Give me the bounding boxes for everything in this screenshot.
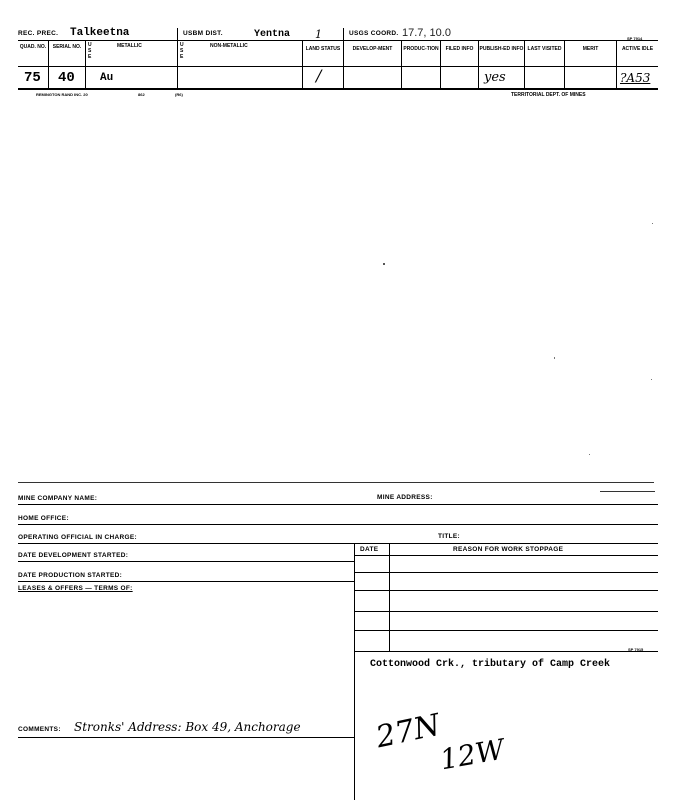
header-development: DEVELOP-MENT <box>352 46 393 52</box>
published-info-value: yes <box>484 70 506 85</box>
active-idle-value: ?A53 <box>620 71 651 85</box>
printer-footer: REMINGTON RAND INC. 20 <box>36 92 88 97</box>
title-label: TITLE: <box>438 533 461 540</box>
header-metallic-use: U S E <box>88 42 92 60</box>
speck <box>652 223 653 224</box>
header-last-visited: LAST VISITED <box>527 46 562 52</box>
usbm-dist-value: Yentna <box>254 29 291 40</box>
land-status-value: / <box>316 66 322 85</box>
stoppage-row <box>354 572 658 573</box>
reason-for-work-stoppage-label: REASON FOR WORK STOPPAGE <box>453 546 564 553</box>
rec-prec-label: REC. PREC. <box>18 30 59 37</box>
col-divider <box>177 28 178 88</box>
usgs-coord-value: 17.7, 10.0 <box>402 27 451 39</box>
comments-label: COMMENTS: <box>18 726 61 733</box>
row-line <box>18 561 354 562</box>
row-line <box>18 737 354 738</box>
township-handwritten: 27N <box>373 707 444 756</box>
header-production: PRODUC-TION <box>403 46 439 52</box>
operating-official-label: OPERATING OFFICIAL IN CHARGE: <box>18 534 137 541</box>
territorial-dept-footer: TERRITORIAL DEPT. OF MINES <box>511 92 586 98</box>
usgs-coord-label: USGS COORD. <box>349 30 399 37</box>
form-number-bottom: SP 7915 <box>628 647 644 652</box>
row-line <box>18 524 658 525</box>
home-office-label: HOME OFFICE: <box>18 515 69 522</box>
speck <box>554 357 555 359</box>
stoppage-date-divider <box>389 543 390 651</box>
form-number-top: SP 7914 <box>627 36 643 41</box>
date-production-started-label: DATE PRODUCTION STARTED: <box>18 572 123 579</box>
top-rule <box>18 482 654 483</box>
header-serial-no: SERIAL NO. <box>52 44 82 50</box>
stoppage-table-left <box>354 543 355 800</box>
footer-code: 862 <box>138 92 145 97</box>
header-merit: MERIT <box>582 46 599 52</box>
leases-offers-label: LEASES & OFFERS — TERMS OF: <box>18 585 133 592</box>
location-typed: Cottonwood Crk., tributary of Camp Creek <box>370 659 611 670</box>
row-line <box>18 543 658 544</box>
row-line <box>18 581 354 582</box>
date-column-label: DATE <box>360 546 379 553</box>
col-divider <box>48 40 49 88</box>
corner-mark <box>600 491 655 492</box>
metallic-value: Au <box>100 72 114 84</box>
rec-prec-value: Talkeetna <box>70 27 130 39</box>
header-land-status: LAND STATUS <box>305 46 341 52</box>
range-handwritten: 12W <box>437 732 507 777</box>
quad-no-value: 75 <box>24 70 41 86</box>
header-published-info: PUBLISH-ED INFO <box>479 46 524 52</box>
stoppage-row <box>354 630 658 631</box>
date-development-started-label: DATE DEVELOPMENT STARTED: <box>18 552 129 559</box>
header-quad-no: QUAD. NO. <box>19 44 47 50</box>
header-nonmetallic-use: U S E <box>180 42 184 60</box>
stoppage-row <box>354 590 658 591</box>
stoppage-row <box>354 611 658 612</box>
header-bottom-divider <box>18 66 658 67</box>
speck <box>383 263 385 265</box>
mine-company-name-label: MINE COMPANY NAME: <box>18 495 98 502</box>
footer-code-2: (R6) <box>175 92 183 97</box>
speck <box>651 379 652 380</box>
row-line <box>18 504 658 505</box>
col-divider <box>85 40 86 88</box>
row-line <box>354 555 658 556</box>
header-active-idle: ACTIVE IDLE <box>621 46 654 52</box>
stoppage-row <box>354 651 658 652</box>
serial-no-value: 40 <box>58 70 75 86</box>
col-divider <box>343 28 344 88</box>
values-bottom-divider <box>18 88 658 90</box>
mine-address-label: MINE ADDRESS: <box>377 494 433 501</box>
comments-value: Stronks' Address: Box 49, Anchorage <box>74 720 301 734</box>
header-metallic: METALLIC <box>117 43 142 49</box>
header-nonmetallic: NON-METALLIC <box>210 43 248 49</box>
top-row-divider <box>18 40 658 41</box>
header-filed-info: FILED INFO <box>445 46 474 52</box>
speck <box>589 454 590 455</box>
usbm-dist-label: USBM DIST. <box>183 30 223 37</box>
usbm-dist-number: 1 <box>315 28 322 41</box>
